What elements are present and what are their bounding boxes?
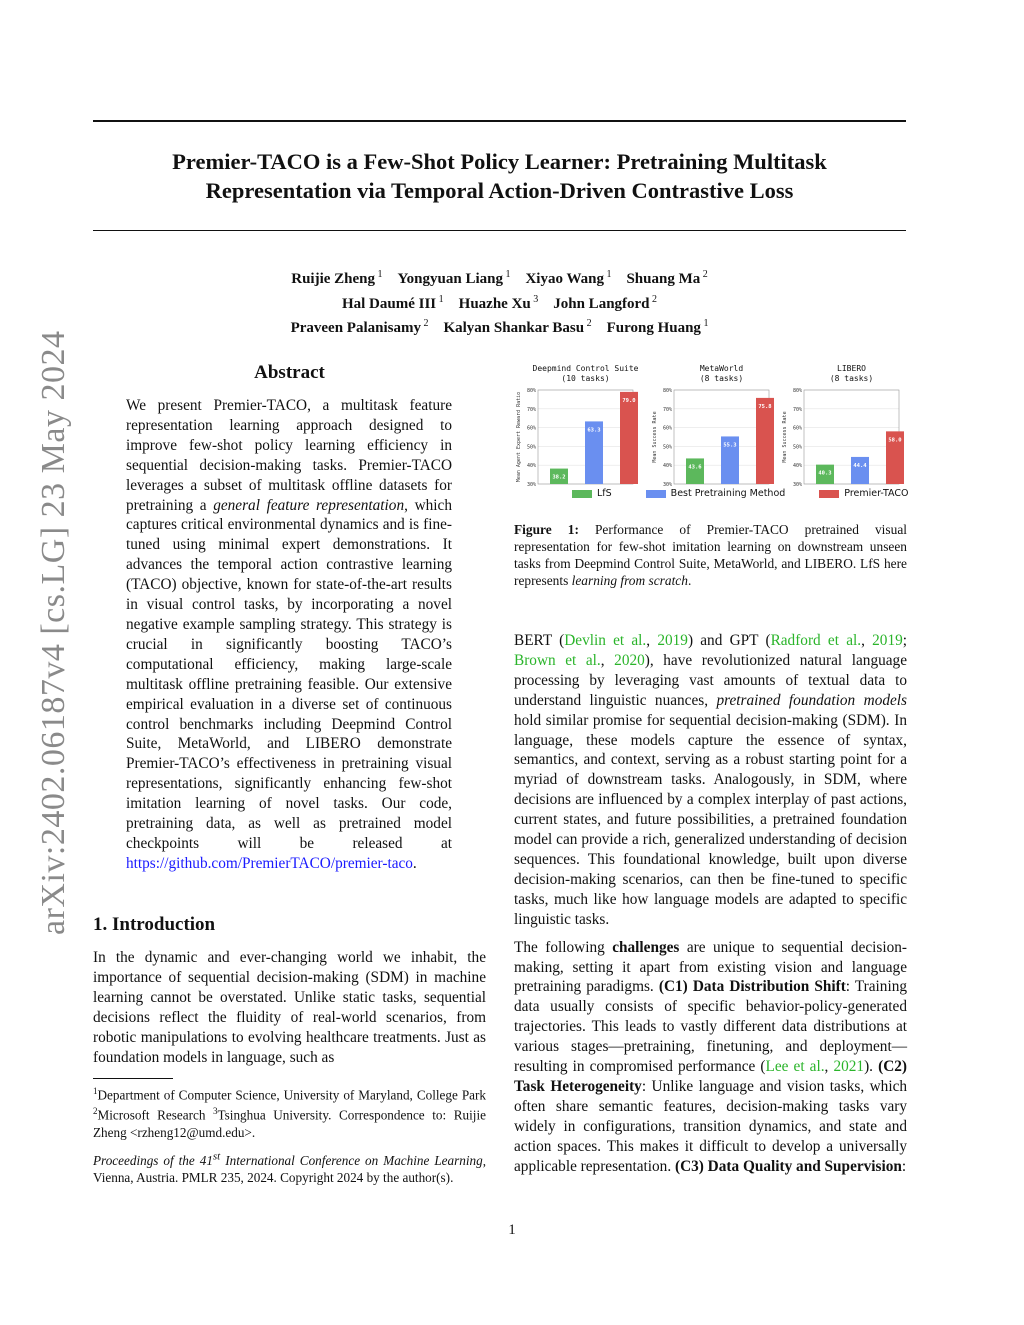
- author-name: Yongyuan Liang: [397, 271, 503, 287]
- introduction-heading: 1. Introduction: [93, 914, 216, 935]
- legend-item-lfs: [572, 488, 612, 499]
- chart-subtitle: (10 tasks): [561, 374, 610, 383]
- bar-data-label: 58.0: [888, 437, 902, 444]
- y-tick-label: 70%: [792, 406, 802, 413]
- legend-swatch-premier: [819, 490, 839, 498]
- bar-premier-taco: [620, 392, 638, 484]
- author-name: Shuang Ma: [626, 271, 701, 287]
- right-column-body: [514, 631, 907, 1184]
- author-name: Praveen Palanisamy: [290, 320, 421, 336]
- y-tick-label: 50%: [792, 444, 802, 451]
- chart-subtitle: (8 tasks): [699, 374, 744, 383]
- abstract-body: [126, 396, 452, 874]
- y-axis-label: Mean Success Rate: [782, 411, 788, 463]
- citation-link[interactable]: Brown et al.: [514, 651, 601, 669]
- y-tick-label: 40%: [526, 463, 536, 470]
- author-name: Huazhe Xu: [458, 295, 531, 312]
- author-line-3: [93, 314, 906, 339]
- bold-text: (C3) Data Quality and Supervision: [674, 1157, 902, 1175]
- bar-data-label: 79.0: [622, 397, 636, 404]
- code-link[interactable]: https://github.com/PremierTACO/premier-taco: [126, 854, 413, 872]
- footnote-sup-1: 1: [93, 1086, 98, 1096]
- y-tick-label: 50%: [662, 444, 672, 451]
- chart-title: Deepmind Control Suite: [532, 364, 639, 373]
- y-axis-label: Mean Agent Expert Reward Ratio: [516, 391, 522, 483]
- author-affiliation: 2: [584, 318, 592, 329]
- proceedings-c: , Vienna, Austria. PMLR 235, 2024. Copyright 2024 by the author(s).: [93, 1153, 486, 1186]
- legend-label-lfs: LfS: [597, 488, 612, 499]
- abstract-text-a: We present Premier-TACO, a multitask feature representation learning approach designed to improve few-shot policy learning efficiency in sequential decision-making tasks. Premier-TACO leverages a subset of multitask offline datasets for pretraining a: [126, 397, 452, 514]
- bold-text: (C2) Task Heterogeneity: [514, 1058, 907, 1095]
- text-run: ;: [902, 632, 907, 649]
- text-run: :: [901, 1157, 907, 1175]
- author-name: John Langford: [553, 295, 650, 312]
- figure-caption: [514, 521, 907, 589]
- y-tick-label: 40%: [792, 463, 802, 470]
- author-affiliation: 1: [603, 269, 612, 280]
- right-paragraph-2: [514, 938, 907, 1177]
- bar-data-label: 63.3: [587, 427, 601, 434]
- bar-data-label: 75.8: [758, 403, 772, 410]
- abstract-text-b: , which captures critical environmental dynamics and is fine-tuned using minimal expert demonstrations. It advances the temporal action contrastive learning (TACO) objective, known for state-of-the-art results in visual control tasks, by incorporating a novel negative example sampling strategy. This strategy is crucial in significantly boosting TACO’s computational efficiency, making large-scale multitask offline pretraining feasible. Our extensive empirical evaluation in a diverse set of continuous control benchmarks including Deepmind Control Suite, MetaWorld, and LIBERO demonstrate Premier-TACO’s effectiveness in pretraining visual representations, significantly enhancing few-shot imitation learning of novel tasks. Our code, pretraining data, as well as pretrained model checkpoints will be released at: [126, 496, 452, 852]
- bar-data-label: 40.3: [818, 470, 832, 477]
- citation-link[interactable]: 2021: [833, 1058, 865, 1076]
- abstract-end: .: [412, 854, 417, 872]
- text-run: ) and GPT (: [687, 632, 771, 649]
- y-axis-label: Mean Success Rate: [652, 411, 658, 463]
- legend-swatch-lfs: [572, 490, 592, 498]
- legend-swatch-best: [646, 490, 666, 498]
- chart-title: MetaWorld: [699, 364, 744, 373]
- author-affiliation: 1: [502, 269, 511, 280]
- footnote-sup-2: 2: [93, 1106, 98, 1117]
- caption-label: Figure 1:: [514, 522, 579, 537]
- legend-label-premier: Premier-TACO: [844, 488, 909, 499]
- y-tick-label: 60%: [662, 425, 672, 432]
- caption-end: .: [687, 573, 692, 588]
- text-run: are unique to sequential decision-making, setting it apart from existing vision and language pretraining paradigms.: [514, 938, 907, 996]
- bold-text: challenges: [612, 938, 680, 956]
- text-run: ,: [824, 1058, 834, 1076]
- author-name: Furong Huang: [606, 320, 701, 336]
- introduction-body: In the dynamic and ever-changing world we inhabit, the importance of sequential decision-making (SDM) in machine learning cannot be overstated. Unlike static tasks, sequential decisions reflect the fluidity of real-world scenarios, from robotic manipulations to evolving healthcare treatments. Just as foundation models in language, such as: [93, 949, 486, 1066]
- y-tick-label: 80%: [662, 388, 672, 394]
- bold-text: (C1) Data Distribution Shift: [658, 978, 846, 996]
- proceedings-a: Proceedings of the: [93, 1153, 200, 1169]
- figure-legend: [572, 488, 943, 499]
- legend-item-best: [646, 488, 786, 499]
- proceedings-sup: st: [212, 1151, 221, 1163]
- author-affiliation: 1: [375, 269, 383, 280]
- author-list: [93, 265, 906, 339]
- author-name: Kalyan Shankar Basu: [443, 320, 585, 336]
- bar-data-label: 38.2: [552, 474, 566, 481]
- proceedings-note: [93, 1149, 486, 1186]
- title-line-2: Representation via Temporal Action-Driven Contrastive Loss: [205, 178, 794, 203]
- author-name: Hal Daumé III: [341, 295, 437, 312]
- y-tick-label: 70%: [662, 406, 672, 413]
- chart-subtitle: (8 tasks): [829, 374, 874, 383]
- citation-link[interactable]: 2019: [657, 632, 688, 649]
- author-affiliation: 1: [700, 318, 709, 329]
- y-tick-label: 40%: [662, 463, 672, 470]
- citation-link[interactable]: Radford et al.: [770, 632, 862, 649]
- bar-data-label: 43.6: [688, 464, 702, 471]
- y-tick-label: 30%: [792, 482, 802, 488]
- proceedings-num: 41: [199, 1153, 213, 1169]
- author-name: Ruijie Zheng: [291, 271, 375, 287]
- text-run: hold similar promise for sequential decision-making (SDM). In language, these models capture the essence of syntax, semantics, and context, serving as a robust starting point for a myriad of downstream tasks. Analogously, in SDM, where decisions are influenced by a complex interplay of past actions, current states, and future possibilities, a pretrained foundation model can provide a rich, generalized understanding of decision sequences. This foundational knowledge, built upon diverse decision-making scenarios, can then be fine-tuned to specific tasks, much like how language models are adapted to specific linguistic tasks.: [514, 711, 907, 928]
- author-affiliation: 2: [649, 293, 658, 305]
- title-top-rule: [93, 120, 906, 122]
- abstract-emphasis: general feature representation: [213, 496, 405, 514]
- text-run: BERT (: [514, 632, 565, 649]
- citation-link[interactable]: 2020: [614, 651, 645, 669]
- proceedings-b: International Conference on Machine Learning: [220, 1153, 483, 1169]
- y-tick-label: 70%: [526, 406, 536, 413]
- emphasis-text: pretrained foundation models: [716, 691, 907, 709]
- bar-best-pretraining: [851, 457, 869, 484]
- author-line-1: [93, 265, 906, 290]
- author-name: Xiyao Wang: [525, 271, 604, 287]
- footnote-aff-2: Microsoft Research: [97, 1107, 214, 1123]
- page-number: 1: [508, 1222, 516, 1238]
- footnote-sup-3: 3: [213, 1106, 218, 1117]
- title-line-1: Premier-TACO is a Few-Shot Policy Learner: Pretraining Multitask: [172, 149, 827, 174]
- author-affiliation: 1: [436, 293, 444, 305]
- author-affiliation: 2: [420, 318, 429, 329]
- y-tick-label: 80%: [526, 388, 536, 394]
- footnote-aff-1: Department of Computer Science, University of Maryland, College Park: [97, 1087, 486, 1103]
- text-run: ).: [864, 1058, 879, 1076]
- y-tick-label: 30%: [662, 482, 672, 488]
- y-tick-label: 60%: [526, 425, 536, 432]
- affiliation-footnote: [93, 1083, 486, 1141]
- bar-data-label: 55.3: [723, 442, 737, 449]
- legend-item-premier: [819, 488, 908, 499]
- author-affiliation: 2: [700, 269, 708, 280]
- figure-1-charts: [514, 360, 907, 490]
- chart-title: LIBERO: [837, 364, 866, 373]
- paper-title: [93, 147, 906, 205]
- bar-premier-taco: [756, 398, 774, 484]
- footnote-rule: [93, 1078, 173, 1079]
- author-line-2: [93, 290, 906, 315]
- text-run: : Training data usually consists of specific behavior-policy-generated trajectories. This leads to vastly different data distributions at various stages—pretraining, finetuning, and deployment—resulting in compromised performance (: [514, 978, 907, 1076]
- y-tick-label: 80%: [792, 388, 802, 394]
- citation-link[interactable]: Devlin et al.: [564, 632, 647, 649]
- y-tick-label: 30%: [526, 482, 536, 488]
- bar-lfs: [686, 458, 704, 484]
- y-tick-label: 60%: [792, 425, 802, 432]
- title-bottom-rule: [93, 230, 906, 231]
- legend-label-best: Best Pretraining Method: [670, 488, 786, 499]
- citation-link[interactable]: Lee et al.: [765, 1058, 825, 1076]
- caption-text: Performance of Premier-TACO pretrained visual representation for few-shot imitation learning on downstream unseen tasks from Deepmind Control Suite, MetaWorld, and LIBERO. LfS here represents: [514, 522, 907, 588]
- text-run: ), have revolutionized natural language processing by leveraging vast amounts of textual data to understand linguistic nuances,: [514, 651, 907, 709]
- footnote-aff-3: Tsinghua University. Correspondence to: Ruijie Zheng <rzheng12@umd.edu>.: [93, 1107, 486, 1140]
- text-run: ,: [646, 632, 658, 649]
- y-tick-label: 50%: [526, 444, 536, 451]
- caption-emphasis: learning from scratch: [571, 573, 688, 588]
- text-run: : Unlike language and vision tasks, which often share semantic features, decision-making tasks vary widely in configurations, transition dynamics, and state and action spaces. This makes it difficult to develop a universally applicable representation.: [514, 1077, 908, 1175]
- text-run: ,: [600, 651, 615, 669]
- author-affiliation: 3: [530, 293, 539, 305]
- text-run: ,: [861, 632, 873, 649]
- citation-link[interactable]: 2019: [872, 632, 903, 649]
- text-run: The following: [514, 938, 613, 956]
- arxiv-identifier: arXiv:2402.06187v4 [cs.LG] 23 May 2024: [35, 330, 72, 935]
- abstract-heading: Abstract: [254, 362, 325, 383]
- right-paragraph-1: [514, 631, 907, 930]
- bar-data-label: 44.4: [853, 462, 867, 469]
